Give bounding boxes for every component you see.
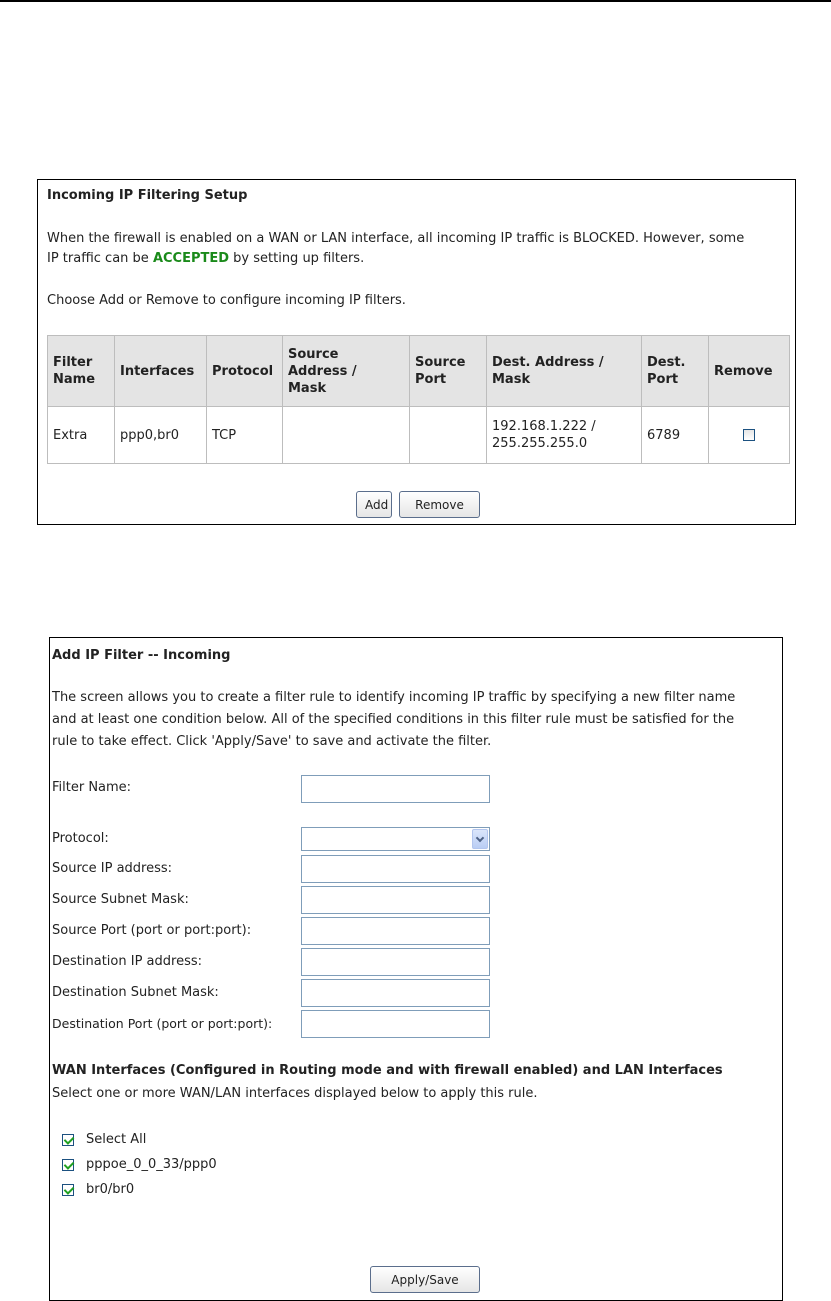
column-header-filter-name (48, 336, 115, 407)
header-line: Dest. Address / (492, 355, 604, 370)
source-port-label: Source Port (port or port:port): (52, 923, 252, 938)
page-top-rule (0, 0, 831, 2)
header-line: Protocol (212, 363, 274, 379)
apply-save-button[interactable]: Apply/Save (370, 1266, 480, 1293)
header-line: Interfaces (120, 363, 195, 379)
intro-text-fragment: IP traffic can be (47, 251, 153, 266)
header-line: Remove (714, 363, 773, 379)
dest-mask-input[interactable] (301, 979, 490, 1007)
column-header-protocol (207, 336, 283, 407)
intro-text-line (47, 248, 364, 270)
remove-button[interactable]: Remove (399, 491, 480, 518)
source-port-input[interactable] (301, 917, 490, 945)
dest-address-line: 192.168.1.222 / (492, 419, 596, 434)
intro-text-line: The screen allows you to create a filter rule to identify incoming IP traffic by specifying a new filter name (52, 690, 736, 705)
dest-port-input[interactable] (301, 1010, 490, 1038)
interface-option-label: pppoe_0_0_33/ppp0 (86, 1157, 217, 1172)
cell-dest-port: 6789 (642, 407, 709, 464)
column-header-interfaces (115, 336, 207, 407)
interface-option-label: br0/br0 (86, 1182, 135, 1197)
header-line: Mask (492, 372, 531, 387)
cell-source-port (410, 407, 487, 464)
header-line: Port (415, 372, 447, 387)
protocol-select[interactable] (301, 827, 490, 851)
header-line: Source (288, 346, 339, 362)
column-header-remove (709, 336, 790, 407)
dest-ip-input[interactable] (301, 948, 490, 976)
intro-text-line: and at least one condition below. All of the specified conditions in this filter rule must be satisfied for the (52, 712, 735, 727)
dest-mask-label: Destination Subnet Mask: (52, 985, 219, 1000)
interface-option-label: Select All (86, 1132, 147, 1147)
panel-title: Add IP Filter -- Incoming (52, 648, 231, 663)
source-mask-label: Source Subnet Mask: (52, 892, 189, 907)
incoming-ip-filtering-panel (37, 179, 796, 525)
column-header-source-address (283, 336, 410, 407)
dest-port-label: Destination Port (port or port:port): (52, 1016, 273, 1031)
select-all-checkbox[interactable] (62, 1134, 74, 1146)
chevron-down-icon[interactable] (472, 829, 488, 849)
hint-text: Choose Add or Remove to configure incoming IP filters. (47, 293, 406, 308)
interface-option-select-all[interactable] (62, 1132, 146, 1147)
br0-checkbox[interactable] (62, 1184, 74, 1196)
table-row (48, 407, 790, 464)
incoming-filters-table (47, 335, 790, 464)
header-line: Address / (288, 363, 357, 379)
intro-text-line: rule to take effect. Click 'Apply/Save' to save and activate the filter. (52, 734, 492, 749)
protocol-label: Protocol: (52, 831, 109, 846)
cell-source-address (283, 407, 410, 464)
dest-ip-label: Destination IP address: (52, 954, 202, 969)
interface-option-ppp0[interactable] (62, 1157, 217, 1172)
accepted-highlight: ACCEPTED (152, 251, 230, 266)
intro-text-line: When the firewall is enabled on a WAN or LAN interface, all incoming IP traffic is BLOCKED. However, some (47, 231, 745, 246)
interfaces-heading: WAN Interfaces (Configured in Routing mode and with firewall enabled) and LAN Interfaces (52, 1063, 723, 1078)
header-line: Name (53, 372, 96, 387)
source-mask-input[interactable] (301, 886, 490, 914)
header-line: Mask (288, 380, 327, 396)
interface-option-br0[interactable] (62, 1182, 134, 1197)
cell-dest-address (487, 407, 642, 464)
table-header-row (48, 336, 790, 407)
cell-filter-name: Extra (48, 407, 115, 464)
source-ip-label: Source IP address: (52, 861, 173, 876)
cell-interfaces: ppp0,br0 (115, 407, 207, 464)
panel-title: Incoming IP Filtering Setup (47, 188, 248, 203)
add-button[interactable]: Add (356, 491, 392, 518)
filter-name-input[interactable] (301, 775, 490, 803)
intro-text-fragment: by setting up filters. (229, 251, 365, 266)
add-ip-filter-panel (49, 637, 783, 1301)
remove-checkbox[interactable] (743, 429, 755, 441)
header-line: Dest. (647, 355, 686, 370)
ppp0-checkbox[interactable] (62, 1159, 74, 1171)
dest-address-line: 255.255.255.0 (492, 436, 588, 451)
column-header-dest-address (487, 336, 642, 407)
cell-protocol: TCP (207, 407, 283, 464)
cell-remove (709, 407, 790, 464)
column-header-source-port (410, 336, 487, 407)
source-ip-input[interactable] (301, 855, 490, 883)
header-line: Port (647, 372, 679, 387)
interfaces-hint: Select one or more WAN/LAN interfaces displayed below to apply this rule. (52, 1086, 538, 1101)
header-line: Source (415, 355, 466, 370)
header-line: Filter (53, 355, 93, 370)
filter-name-label: Filter Name: (52, 780, 132, 795)
column-header-dest-port (642, 336, 709, 407)
